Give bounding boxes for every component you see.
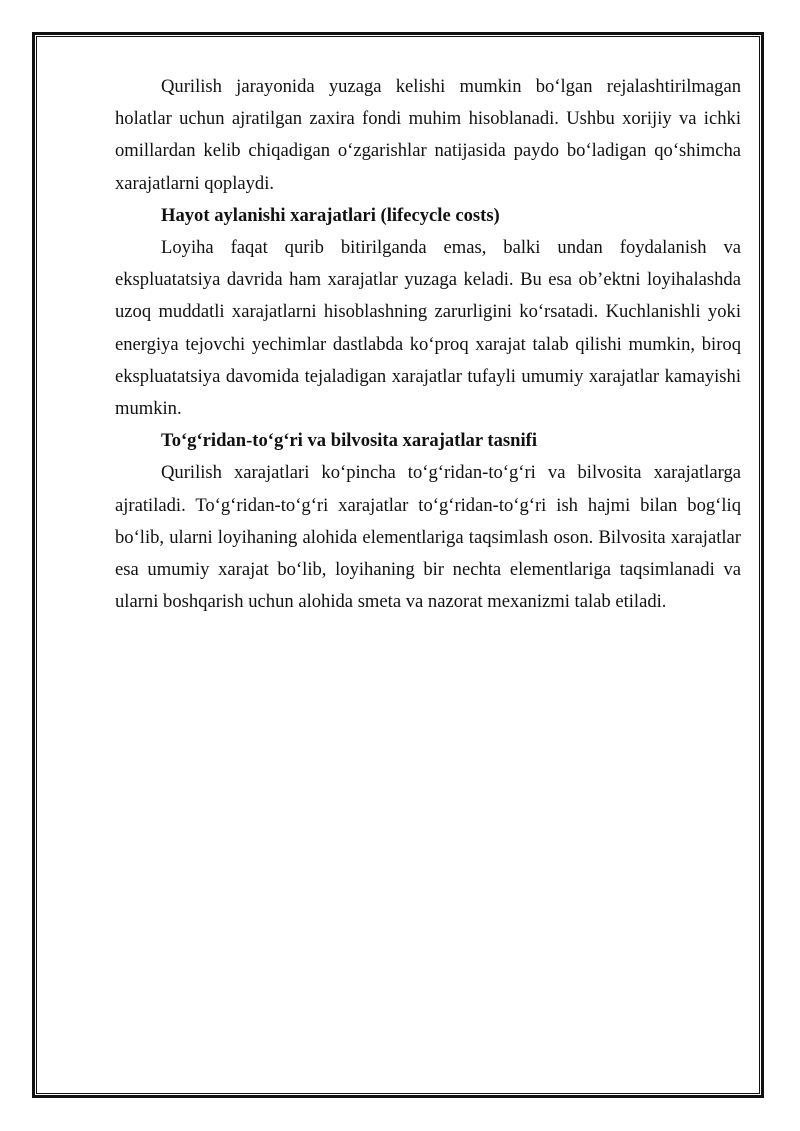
heading-lifecycle-costs: Hayot aylanishi xarajatlari (lifecycle costs) [161, 204, 500, 226]
paragraph-direct-indirect-costs: Qurilish xarajatlari ko‘pincha to‘g‘ridan-to‘g‘ri va bilvosita xarajatlarga ajratiladi. To‘g‘ridan-to‘g‘ri xarajatlar to‘g‘ridan-to‘g‘ri ish hajmi bilan bog‘liq bo‘lib, ularni loyihaning alohida elementlariga taqsimlash oson. Bilvosita xarajatlar esa umumiy xarajat bo‘lib, loyihaning bir nechta elementlariga taqsimlanadi va ularni boshqarish uchun alohida smeta va nazorat mexanizmi talab etiladi. [115, 462, 741, 613]
paragraph-lifecycle-costs: Loyiha faqat qurib bitirilganda emas, balki undan foydalanish va ekspluatatsiya davrida ham xarajatlar yuzaga keladi. Bu esa ob’ektni loyihalashda uzoq muddatli xarajatlarni hisoblashning zarurligini ko‘rsatadi. Kuchlanishli yoki energiya tejovchi yechimlar dastlabda ko‘proq xarajat talab qilishi mumkin, biroq ekspluatatsiya davomida tejaladigan xarajatlar tufayli umumiy xarajatlar kamayishi mumkin. [115, 237, 741, 420]
paragraph-reserve-fund: Qurilish jarayonida yuzaga kelishi mumkin bo‘lgan rejalashtirilmagan holatlar uchun ajratilgan zaxira fondi muhim hisoblanadi. Ushbu xorijiy va ichki omillardan kelib chiqadigan o‘zgarishlar natijasida paydo bo‘ladigan qo‘shimcha xarajatlarni qoplaydi. [115, 76, 741, 194]
document-body [115, 71, 741, 618]
heading-direct-indirect-costs: To‘g‘ridan-to‘g‘ri va bilvosita xarajatlar tasnifi [161, 430, 537, 452]
